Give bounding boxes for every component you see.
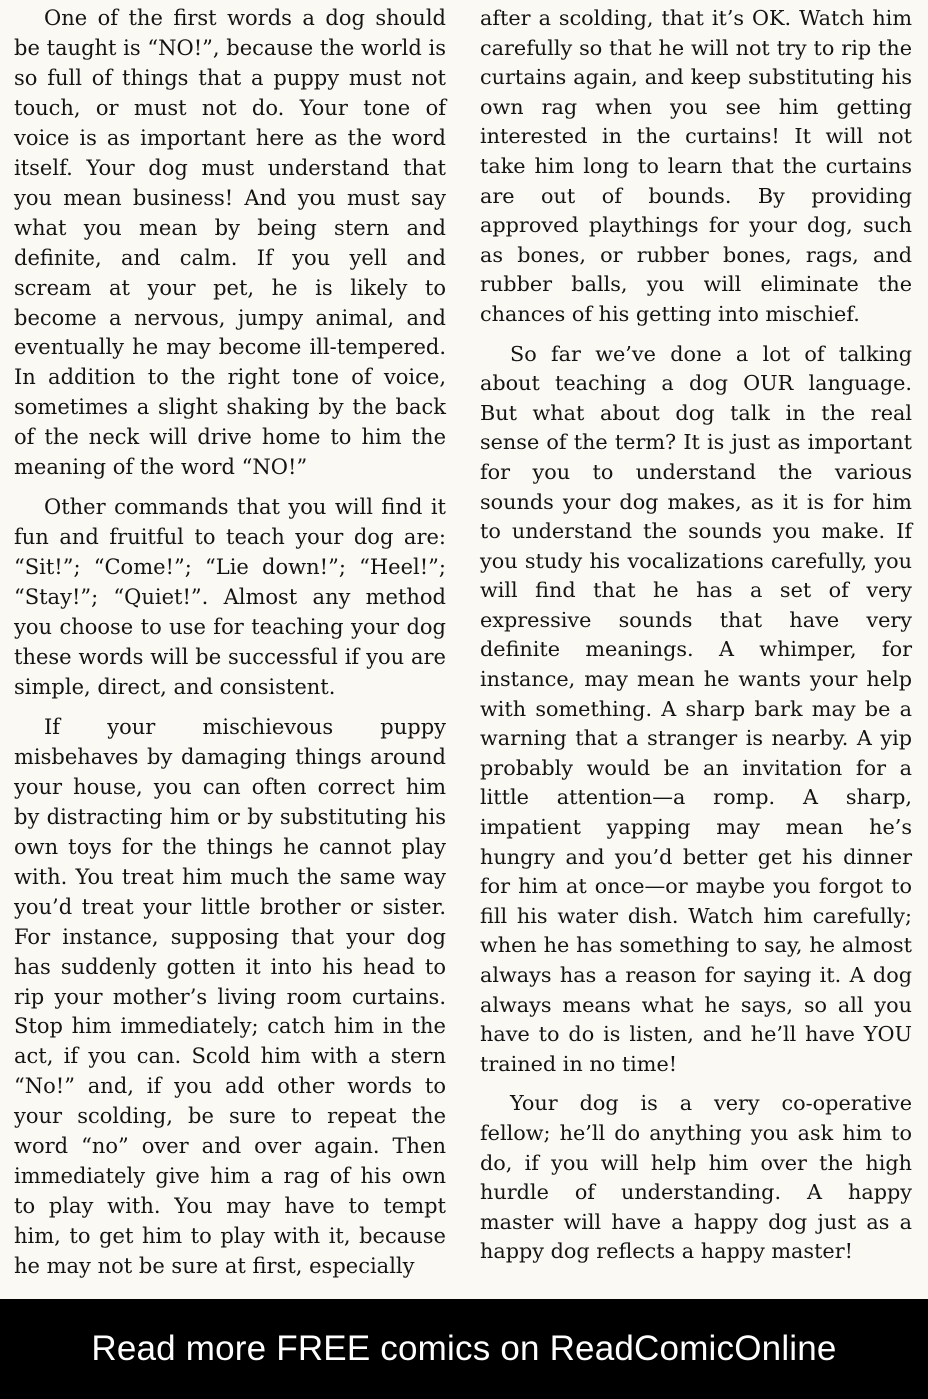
footer-banner — [0, 1299, 928, 1399]
paragraph-dog-talk: So far we’ve done a lot of talking about teaching a dog OUR language. But what about dog talk in the real sense of the term? It is just as important for you to understand the various sounds your dog makes, as it is for him to understand the sounds you make. If you study his vocalizations carefully, you will find that he has a set of very expressive sounds that have very definite meanings. A whimper, for instance, may mean he wants your help with something. A sharp bark may be a warning that a stranger is nearby. A yip probably would be an invitation for a little attention—a romp. A sharp, impatient yapping may mean he’s hungry and you’d better get his dinner for him at once—or maybe you forgot to fill his water dish. Watch him carefully; when he has something to say, he almost always has a reason for saying it. A dog always means what he says, so all you have to do is listen, and he’ll have YOU trained in no time! — [480, 341, 912, 1076]
right-column — [480, 4, 912, 1267]
left-column — [14, 4, 446, 1282]
paragraph-cooperative-fellow: Your dog is a very co-operative fellow; he’ll do anything you ask him to do, if you will help him over the high hurdle of understanding. A happy master will have a happy dog just as a happy dog reflects a happy master! — [480, 1091, 912, 1264]
paragraph-other-commands: Other commands that you will find it fun and fruitful to teach your dog are: “Sit!”; “Come!”; “Lie down!”; “Heel!”; “Stay!”; “Quiet!”. Almost any method you choose to use for teaching your dog these words will be successful if you are simple, direct, and consistent. — [14, 495, 446, 699]
paragraph-no-command: One of the first words a dog should be taught is “NO!”, because the world is so full of things that a puppy must not touch, or must not do. Your tone of voice is as important here as the word itself. Your dog must understand that you mean business! And you must say what you mean by being stern and definite, and calm. If you yell and scream at your pet, he is likely to become a nervous, jumpy animal, and eventually he may become ill-tempered. In addition to the right tone of voice, sometimes a slight shaking by the back of the neck will drive home to him the meaning of the word “NO!” — [14, 6, 446, 480]
paragraph-scolding-continued: after a scolding, that it’s OK. Watch him carefully so that he will not try to rip the curtains again, and keep substituting his own rag when you see him getting interested in the curtains! It will not take him long to learn that the curtains are out of bounds. By providing approved playthings for your dog, such as bones, or rubber bones, rags, and rubber balls, you will eliminate the chances of his getting into mischief. — [480, 6, 912, 326]
footer-text: Read more FREE comics on ReadComicOnline — [91, 1329, 837, 1368]
paragraph-mischievous-puppy: If your mischievous puppy misbehaves by damaging things around your house, you can often correct him by distracting him or by substituting his own toys for the things he cannot play with. You treat him much the same way you’d treat your little brother or sister. For instance, supposing that your dog has suddenly gotten it into his head to rip your mother’s living room curtains. Stop him immediately; catch him in the act, if you can. Scold him with a stern “No!” and, if you add other words to your scolding, be sure to repeat the word “no” over and over again. Then immediately give him a rag of his own to play with. You may have to tempt him, to get him to play with it, because he may not be sure at first, especially — [14, 714, 446, 1279]
